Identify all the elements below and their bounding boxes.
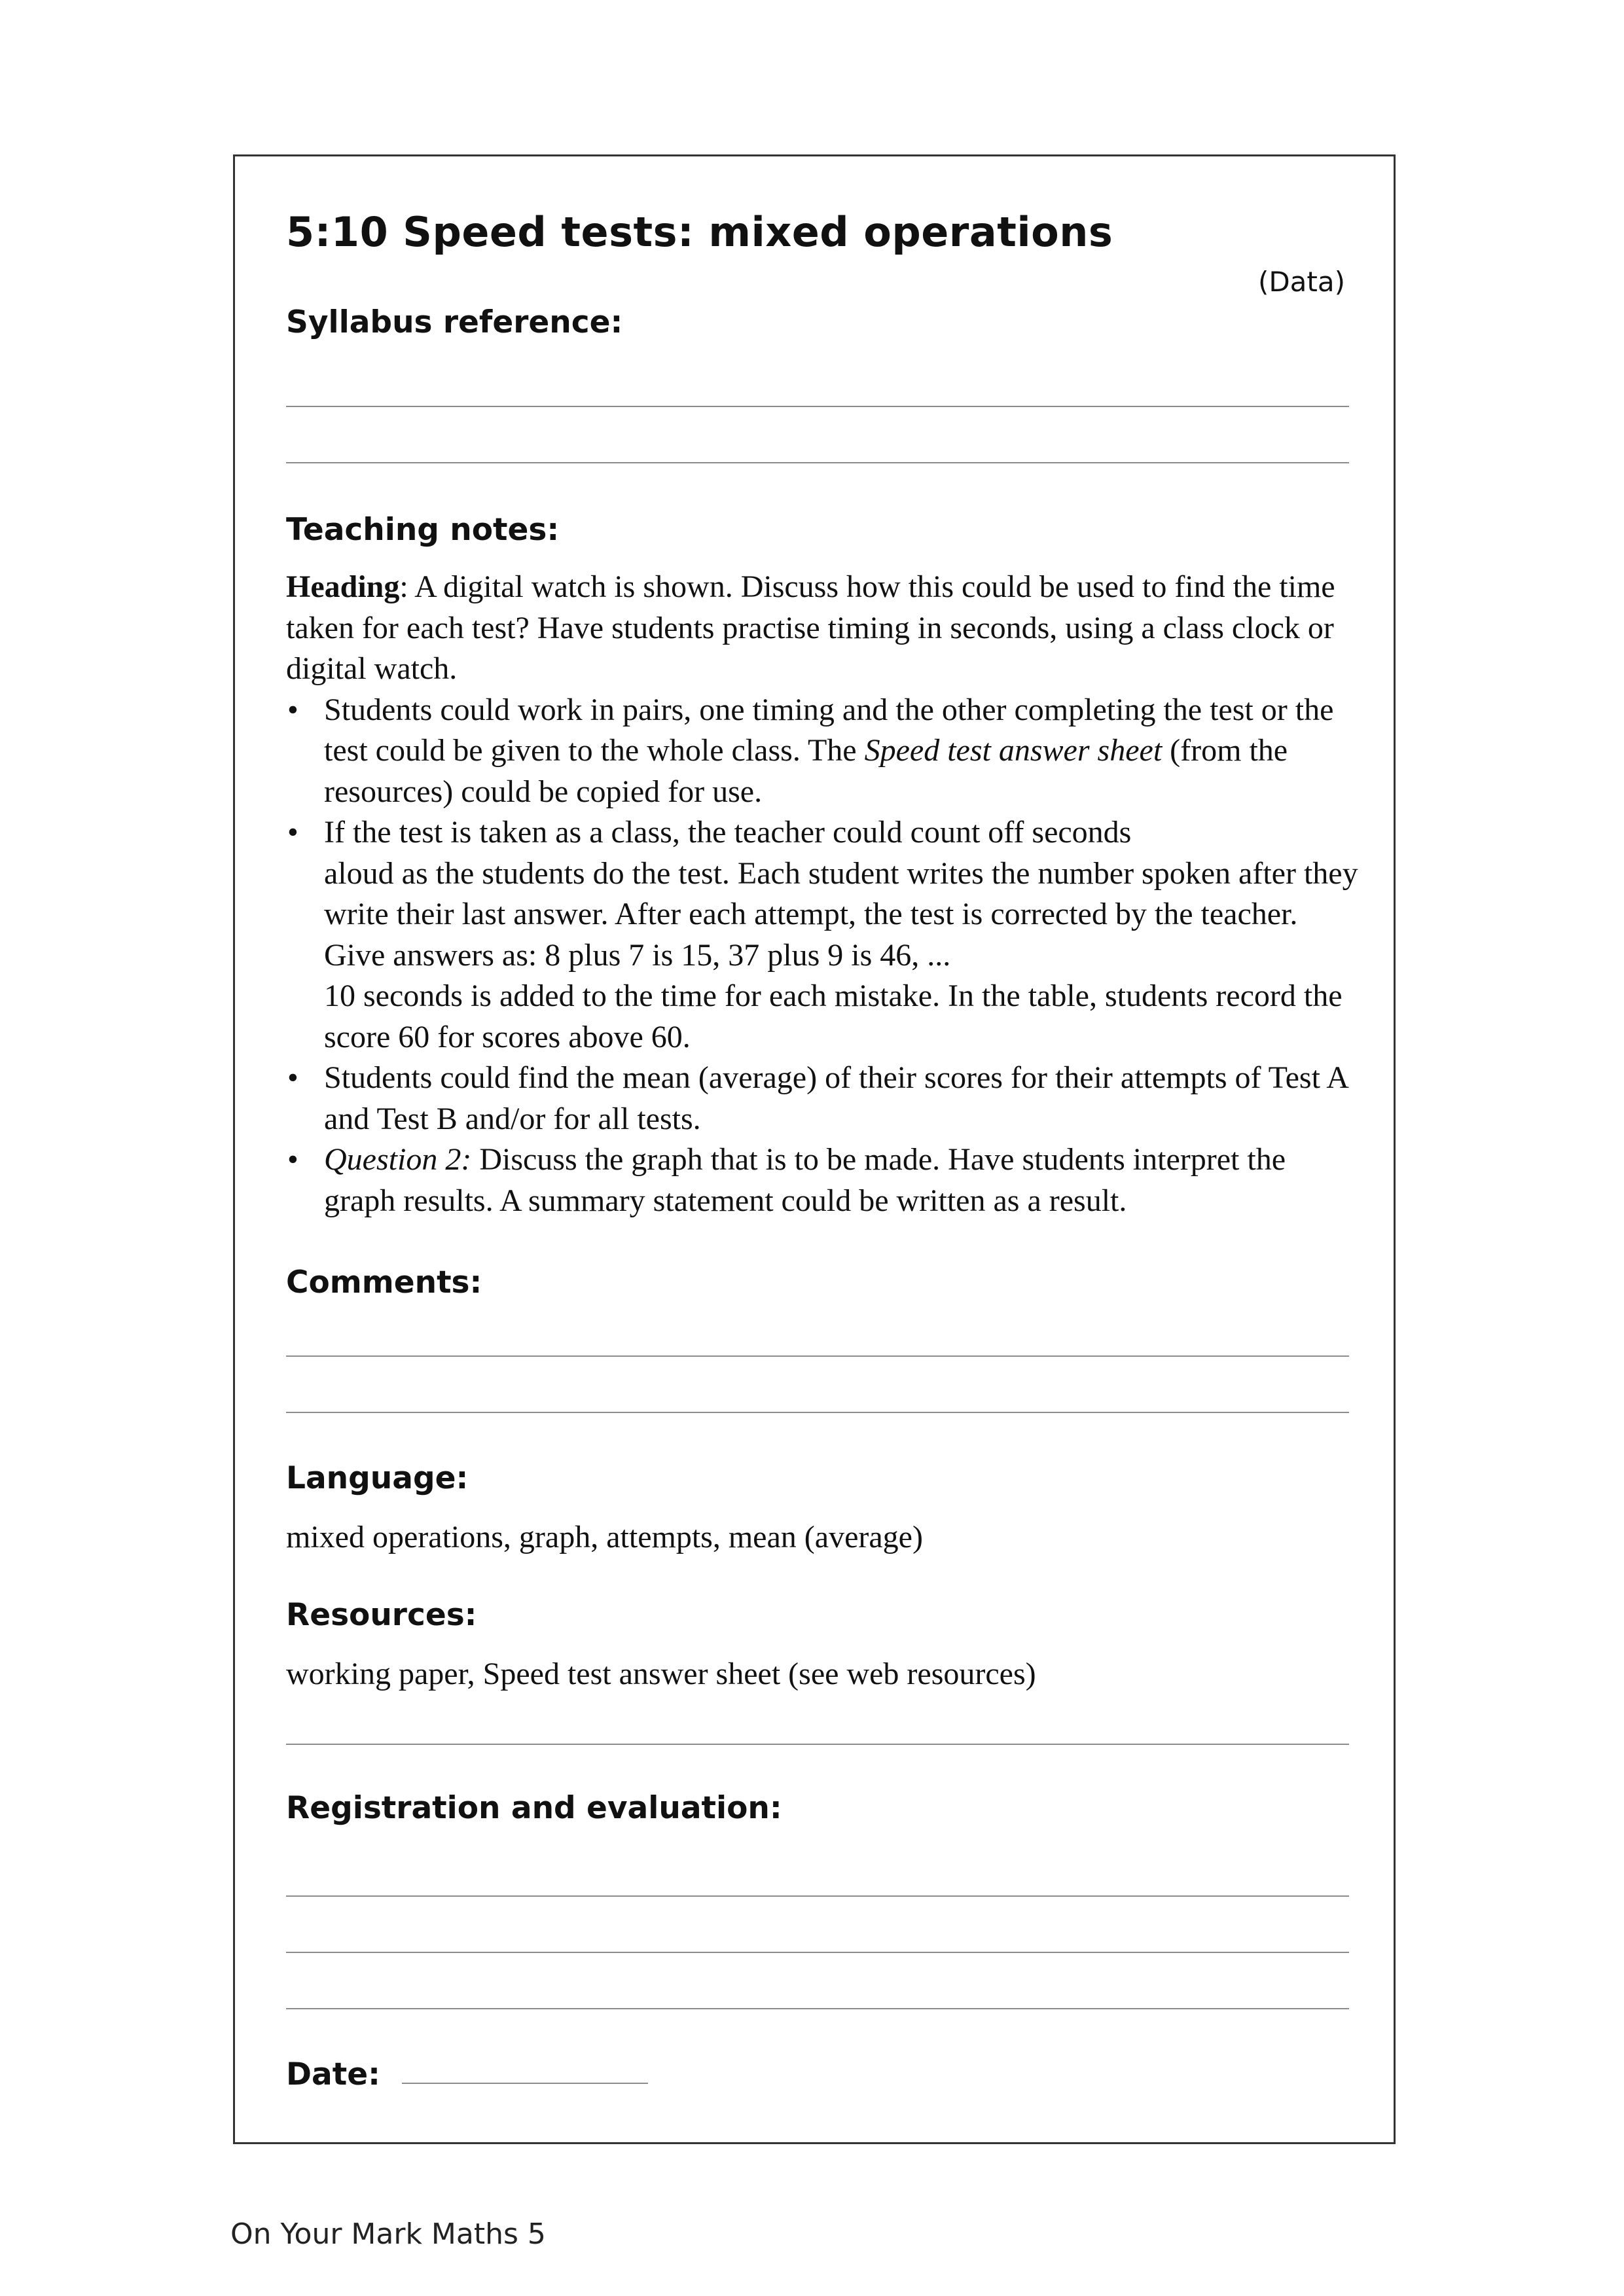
bullet-2-extra: 10 seconds is added to the time for each mistake. In the table, students record the score 60 for scores above 60. — [324, 978, 1343, 1054]
syllabus-line-2[interactable] — [286, 462, 1349, 463]
bullet-icon: • — [287, 815, 298, 850]
registration-line-1[interactable] — [286, 1895, 1349, 1897]
bullet-icon: • — [287, 1060, 298, 1095]
bullet-icon: • — [287, 692, 298, 727]
notes-bullet-1 — [286, 690, 1360, 813]
notes-bullet-3 — [286, 1058, 1360, 1139]
notes-intro-lead: Heading — [286, 569, 400, 604]
bullet-1-text-end: (from the resources) could be copied for use. — [324, 733, 1288, 809]
resources-heading: Resources: — [286, 1597, 477, 1633]
bullet-4-text: Discuss the graph that is to be made. Have students interpret the graph results. A summary statement could be written as a result. — [324, 1142, 1286, 1218]
comments-line-2[interactable] — [286, 1412, 1349, 1413]
bullet-4-italic: Question 2: — [324, 1142, 472, 1177]
bullet-3-text: Students could find the mean (average) of their scores for their attempts of Test A and Test B and/or for all tests. — [324, 1060, 1348, 1136]
bullet-2-line-1: If the test is taken as a class, the teacher could count off seconds — [324, 815, 1132, 850]
resources-line[interactable] — [286, 1744, 1349, 1745]
bullet-icon: • — [287, 1142, 298, 1177]
notes-intro-text: : A digital watch is shown. Discuss how this could be used to find the time taken for each test? Have students practise timing in seconds, using a class clock or digital watch. — [286, 569, 1335, 686]
notes-bullet-list — [286, 690, 1360, 1222]
registration-heading: Registration and evaluation: — [286, 1790, 782, 1826]
strand-tag: (Data) — [1257, 266, 1345, 298]
notes-bullet-4 — [286, 1139, 1360, 1221]
date-label: Date: — [286, 2056, 380, 2092]
syllabus-line-1[interactable] — [286, 406, 1349, 407]
comments-heading: Comments: — [286, 1265, 482, 1300]
date-field-line[interactable] — [402, 2083, 648, 2084]
teaching-notes-heading: Teaching notes: — [286, 512, 560, 548]
footer-book-title: On Your Mark Maths 5 — [230, 2217, 546, 2251]
language-text: mixed operations, graph, attempts, mean (average) — [286, 1520, 923, 1554]
resources-text: working paper, Speed test answer sheet (see web resources) — [286, 1657, 1036, 1691]
teaching-notes-body — [286, 567, 1360, 1221]
page-title: 5:10 Speed tests: mixed operations — [286, 208, 1113, 256]
syllabus-heading: Syllabus reference: — [286, 304, 623, 340]
notes-intro — [286, 567, 1360, 690]
notes-bullet-2 — [286, 812, 1360, 1058]
bullet-1-text-start: Students could work in pairs, one timing and the other completing the test or the test could be given to the whole class. The — [324, 692, 1334, 768]
bullet-2-text: aloud as the students do the test. Each student writes the number spoken after they write their last answer. After each attempt, the test is corrected by the teacher. Give answers as: 8 plus 7 is 15, 37 plus 9 is 46, ... — [324, 855, 1358, 973]
registration-line-3[interactable] — [286, 2008, 1349, 2009]
bullet-1-italic: Speed test answer sheet — [864, 733, 1163, 768]
comments-line-1[interactable] — [286, 1355, 1349, 1357]
language-heading: Language: — [286, 1460, 469, 1496]
registration-line-2[interactable] — [286, 1952, 1349, 1953]
